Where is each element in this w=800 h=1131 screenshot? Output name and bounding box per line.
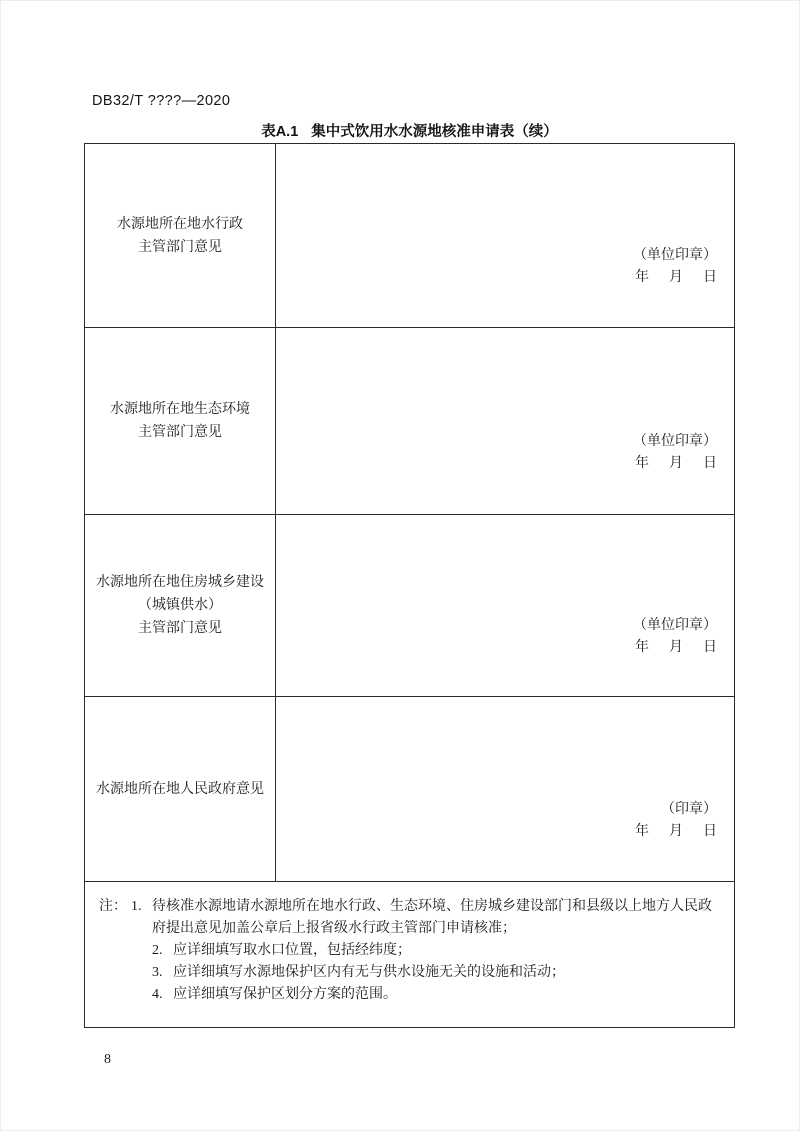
notes-area [85,882,735,1028]
table-row-ecology-env [85,328,735,515]
opinion-area-ecology-env [276,328,735,515]
opinion-area-water-admin [276,144,735,328]
note-number: 1. [131,899,142,914]
date-line: 年 月 日 [635,456,720,472]
note-number: 2. [152,943,163,958]
date-line: 年 月 日 [635,824,720,840]
table-row-notes [85,882,735,1028]
row-label-line: 主管部门意见 [138,621,222,636]
row-label-line: 主管部门意见 [138,239,222,255]
note-text: 应详细填写水源地保护区内有无与供水设施无关的设施和活动； [173,965,565,980]
note-number: 4. [152,987,163,1002]
row-label-water-admin [85,144,276,328]
doc-code: DB32/T ????—2020 [92,93,231,109]
row-label-line: 水源地所在地住房城乡建设 [96,575,264,590]
row-label-line: 水源地所在地生态环境 [110,402,250,417]
opinion-area-housing-construction [276,515,735,697]
stamp-hint [633,616,720,658]
note-text: 应详细填写取水口位置，包括经纬度； [173,943,411,958]
note-item [152,962,718,984]
note-item [152,984,718,1006]
opinion-area-peoples-government [276,697,735,882]
note-text: 待核准水源地请水源地所在地水行政、生态环境、住房城乡建设部门和县级以上地方人民政府提出意见加盖公章后上报省级水行政主管部门申请核准； [152,899,712,936]
page-number: 8 [104,1052,111,1067]
table-title-number: 表A.1 [261,124,299,140]
stamp-label: （单位印章） [633,248,717,264]
application-table [84,143,735,1028]
table-row-water-admin [85,144,735,328]
stamp-hint [633,246,720,288]
note-number: 3. [152,965,163,980]
stamp-hint [635,800,720,842]
stamp-label: （印章） [661,802,717,818]
notes-label: 注： [99,899,127,914]
date-line: 年 月 日 [635,640,720,656]
row-label-line: 水源地所在地水行政 [117,216,243,232]
row-label-ecology-env [85,328,276,515]
note-item [131,896,718,940]
stamp-label: （单位印章） [633,434,717,450]
stamp-label: （单位印章） [633,618,717,634]
row-label-line: 水源地所在地人民政府意见 [96,781,264,797]
note-text: 应详细填写保护区划分方案的范围。 [173,987,397,1002]
note-item [152,940,718,962]
date-line: 年 月 日 [635,270,720,286]
stamp-hint [633,432,720,474]
row-label-line: 主管部门意见 [138,425,222,440]
row-label-line: （城镇供水） [138,598,222,613]
table-row-housing-construction [85,515,735,697]
table-row-peoples-government [85,697,735,882]
table-title-text: 集中式饮用水水源地核准申请表（续） [311,124,558,140]
row-label-housing-construction [85,515,276,697]
table-title [84,120,735,141]
row-label-peoples-government [85,697,276,882]
